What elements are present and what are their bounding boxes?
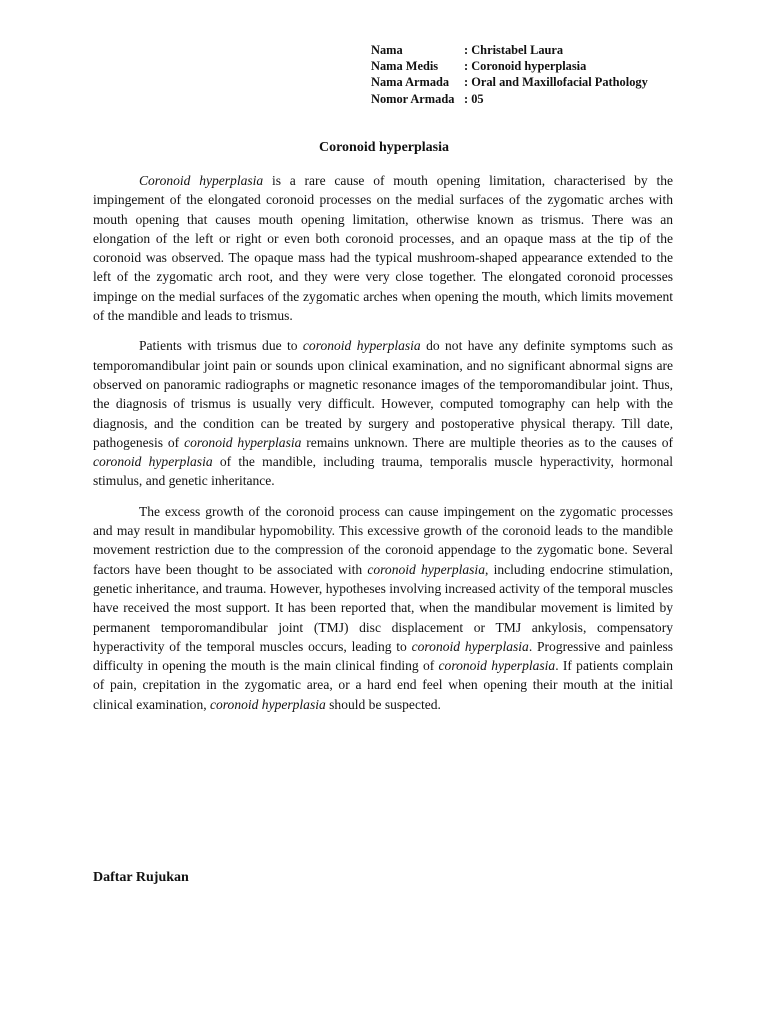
paragraph-segment: do not have any definite symptoms such as temporomandibular joint pain or sounds upon clinical examination, and no significant abnormal signs are observed on panoramic radiographs or magnetic resonance images of the temporomandibular joint. Thus, the diagnosis of trismus is usually very difficult. However, computed tomography can help with the diagnosis, and the condition can be treated by surgery and postoperative physical therapy. Till date, pathogenesis of [93, 338, 674, 450]
header-row-nama-medis [371, 58, 648, 74]
paragraph-segment: . Progressive and painless difficulty in opening the mouth is the main clinical finding of [93, 638, 673, 674]
paragraph-3 [93, 502, 673, 714]
header-label: Nomor Armada [371, 91, 455, 106]
paragraph-segment: is a rare cause of mouth opening limitation, characterised by the impingement of the elongated coronoid processes on the medial surfaces of the zygomatic arches with mouth opening that causes mouth opening limitation, otherwise known as trismus. There was an elongation of the left or right or even both coronoid processes, and an opaque mass at the tip of the coronoid was observed. The opaque mass had the typical mushroom-shaped appearance extended to the left of the zygomatic arch root, and they were very close together. The elongated coronoid processes impinge on the medial surfaces of the zygomatic arches when opening the mouth, which limits movement of the mandible and leads to trismus. [93, 173, 673, 324]
paragraph-segment: coronoid hyperplasia [367, 561, 485, 577]
paragraph-segment: , including endocrine stimulation, genetic inheritance, and trauma. However, hypotheses involving increased activity of the temporal muscles have received the most support. It has been reported that, when the mandibular movement is limited by permanent temporomandibular joint (TMJ) disc displacement or TMJ ankylosis, compensatory hyperactivity of the temporal muscles occurs, leading to [93, 561, 674, 654]
paragraph-2 [93, 336, 673, 490]
header-row-nama [371, 42, 648, 58]
header-value: : Christabel Laura [464, 43, 564, 57]
document-title: Coronoid hyperplasia [318, 140, 450, 155]
header-row-nomor-armada [371, 91, 648, 107]
references-heading: Daftar Rujukan [93, 870, 189, 885]
paragraph-segment: Patients with trismus due to [139, 338, 303, 354]
header-label: Nama Armada [371, 75, 450, 90]
paragraph-segment: coronoid hyperplasia [302, 338, 421, 354]
paragraph-segment: of the mandible, including trauma, temporalis muscle hyperactivity, hormonal stimulus, and genetic inheritance. [93, 454, 673, 489]
document-body [93, 171, 673, 725]
paragraph-segment: The excess growth of the coronoid process can cause impingement on the zygomatic processes and may result in mandibular hypomobility. This excessive growth of the coronoid leads to the mandible movement restriction due to the compression of the coronoid appendage to the zygomatic bone. Several factors have been thought to be associated with [93, 503, 673, 577]
paragraph-segment: Coronoid hyperplasia [139, 173, 264, 188]
header-label: Nama Medis [371, 59, 439, 74]
paragraph-segment: . If patients complain of pain, crepitation in the zygomatic area, or a hard end feel when opening their mouth at the initial clinical examination, [93, 658, 673, 712]
paragraph-segment: remains unknown. There are multiple theories as to the causes of [301, 434, 674, 450]
header-value: : 05 [464, 91, 484, 106]
paragraph-segment: coronoid hyperplasia [210, 696, 326, 712]
paragraph-segment: coronoid hyperplasia [93, 454, 213, 470]
header-row-nama-armada [371, 74, 648, 90]
document-header [371, 42, 648, 107]
paragraph-1 [93, 171, 673, 325]
paragraph-segment: coronoid hyperplasia [438, 658, 556, 674]
header-value: : Oral and Maxillofacial Pathology [464, 75, 648, 90]
paragraph-segment: coronoid hyperplasia [411, 638, 529, 654]
header-label: Nama [371, 43, 403, 57]
header-value: : Coronoid hyperplasia [464, 59, 587, 74]
paragraph-segment: should be suspected. [325, 696, 441, 712]
paragraph-segment: coronoid hyperplasia [184, 434, 302, 450]
